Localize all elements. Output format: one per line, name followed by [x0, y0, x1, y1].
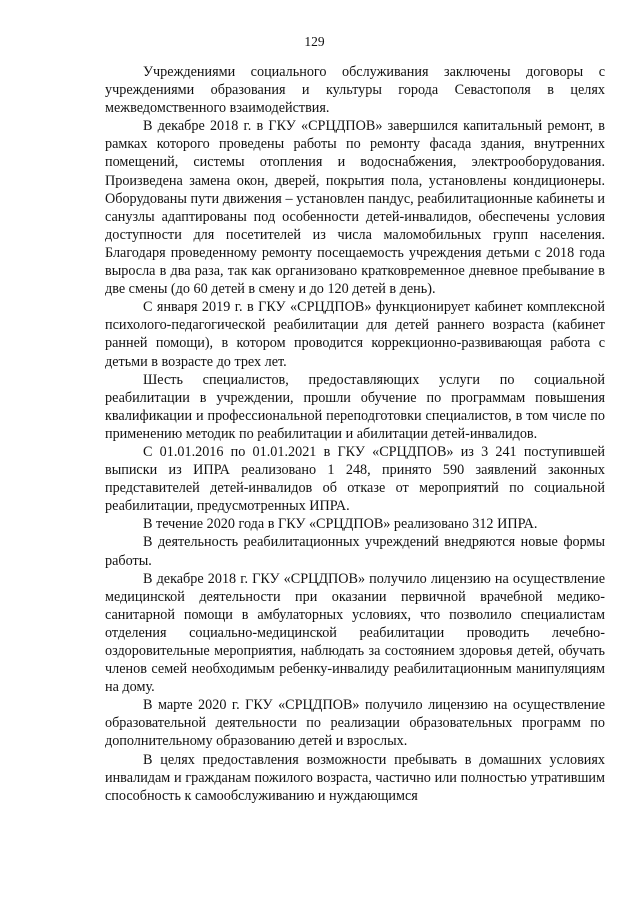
- document-body: [105, 63, 605, 805]
- paragraph-home-conditions: В целях предоставления возможности пребывать в домашних условиях инвалидам и гражданам пожилого возраста, частично или полностью утратившим способность к самообслуживанию и нуждающимся: [105, 751, 605, 804]
- paragraph-specialist-training: Шесть специалистов, предоставляющих услуги по социальной реабилитации в учреждении, прошли обучение по программам повышения квалификации и профессиональной переподготовки специалистов, в том числе по применению методик по реабилитации и абилитации детей-инвалидов.: [105, 371, 605, 442]
- paragraph-interagency-agreements: Учреждениями социального обслуживания заключены договоры с учреждениями образования и культуры города Севастополя в целях межведомственного взаимодействия.: [105, 64, 605, 117]
- paragraph-capital-repair: В декабре 2018 г. в ГКУ «СРЦДПОВ» завершился капитальный ремонт, в рамках которого проведены работы по ремонту фасада здания, внутренних помещений, системы отопления и водоснабжения, электрооборудования. Произведена замена окон, дверей, покрытия пола, установлены кондиционеры. Оборудованы пути движения – установлен пандус, реабилитационные кабинеты и санузлы адаптированы под особенности детей-инвалидов, обеспечены условия доступности для посетителей из числа маломобильных групп населения. Благодаря проведенному ремонту посещаемость учреждения детьми с 2018 года выросла в два раза, так как организовано кратковременное дневное пребывание в две смены (до 60 детей в смену и до 120 детей в день).: [105, 118, 605, 298]
- paragraph-medical-license: В декабре 2018 г. ГКУ «СРЦДПОВ» получило лицензию на осуществление медицинской деятельности при оказании первичной врачебной медико-санитарной помощи в амбулаторных условиях, что позволило специалистам отделения социально-медицинской реабилитации проводить лечебно-оздоровительные мероприятия, наблюдать за состоянием здоровья детей, обучать членов семей необходимым ребенку-инвалиду реабилитационным манипуляциям на дому.: [105, 570, 605, 696]
- paragraph-new-forms-of-work: В деятельность реабилитационных учреждений внедряются новые формы работы.: [105, 534, 605, 569]
- paragraph-ipra-statistics: С 01.01.2016 по 01.01.2021 в ГКУ «СРЦДПОВ» из 3 241 поступившей выписки из ИПРА реализовано 1 248, принято 590 заявлений законных представителей детей-инвалидов об отказе от мероприятий по социальной реабилитации, предусмотренных ИПРА.: [105, 443, 605, 515]
- paragraph-education-license: В марте 2020 г. ГКУ «СРЦДПОВ» получило лицензию на осуществление образовательной деятельности по реализации образовательных программ по дополнительному образованию детей и взрослых.: [105, 697, 605, 750]
- paragraph-early-help-office: С января 2019 г. в ГКУ «СРЦДПОВ» функционирует кабинет комплексной психолого-педагогической реабилитации для детей раннего возраста (кабинет ранней помощи), в котором проводится коррекционно-развивающая работа с детьми в возрасте до трех лет.: [105, 299, 605, 370]
- page-number: 129: [304, 34, 325, 49]
- paragraph-ipra-2020: В течение 2020 года в ГКУ «СРЦДПОВ» реализовано 312 ИПРА.: [143, 516, 538, 533]
